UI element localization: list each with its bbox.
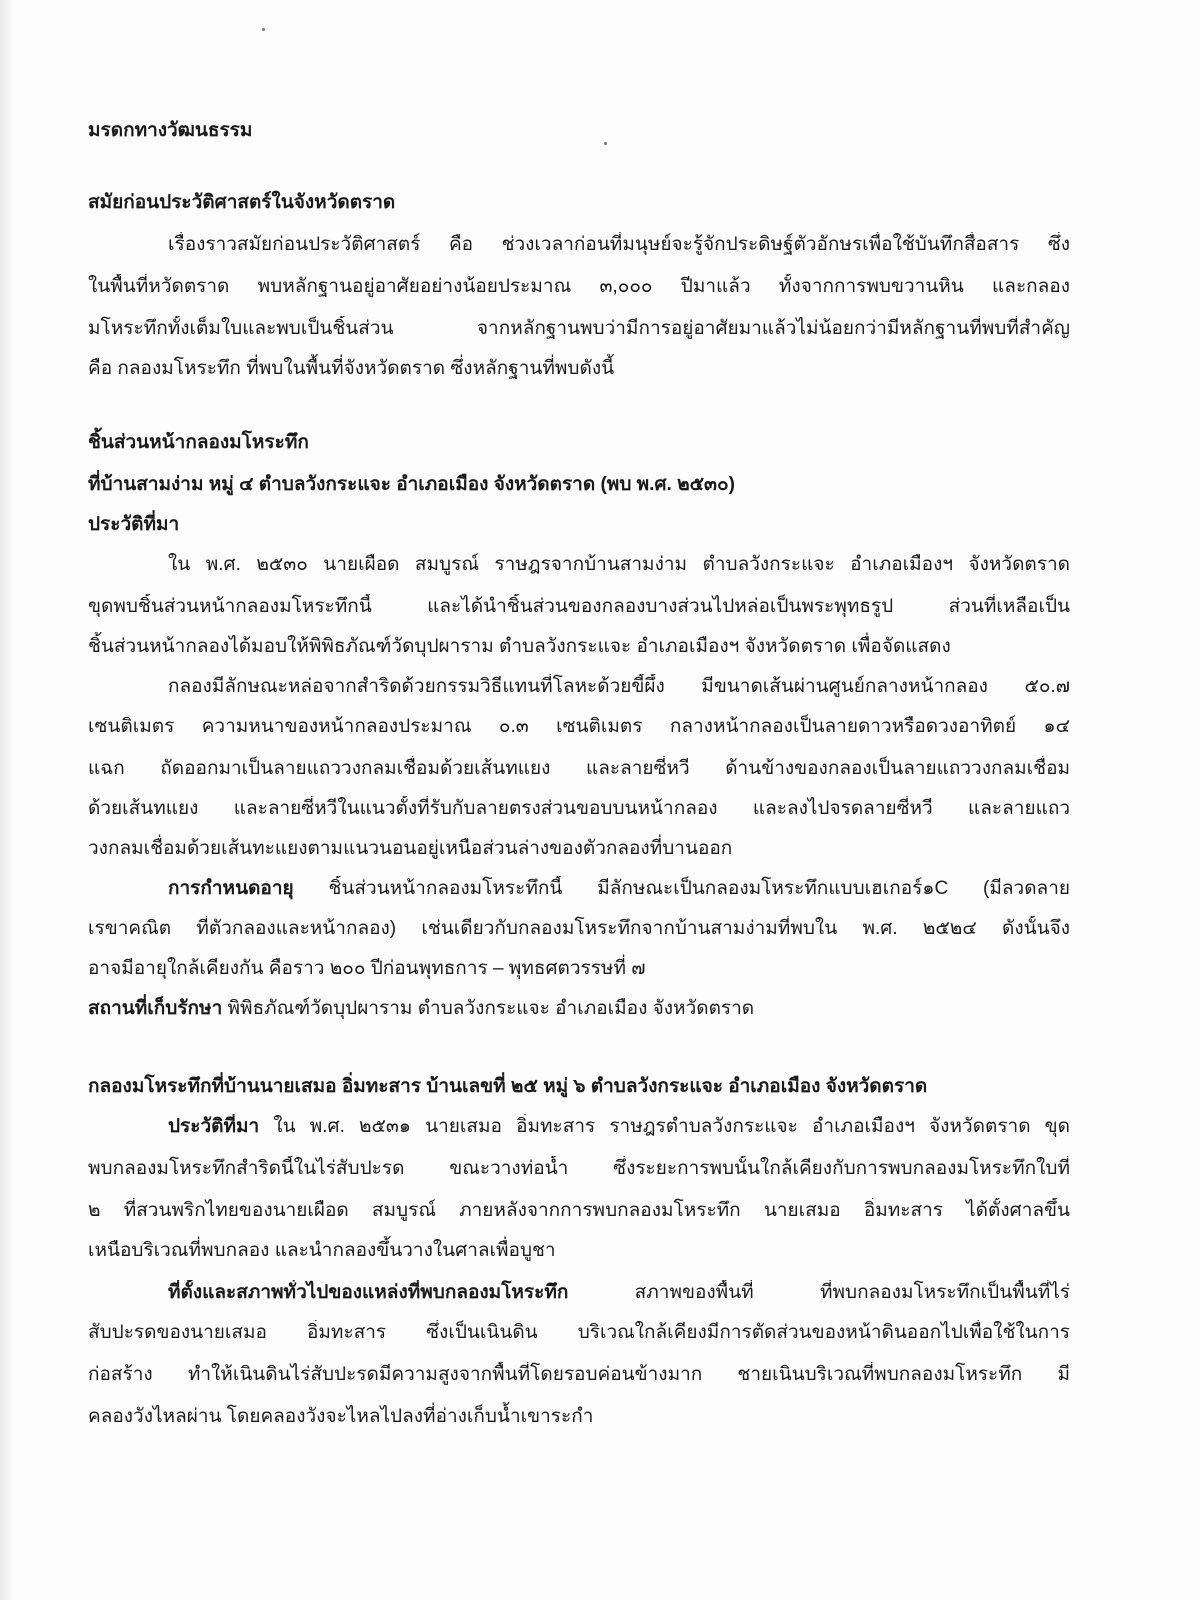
bold-label: ที่ตั้งและสภาพทั่วไปของแหล่งที่พบกลองมโหระทึก [168, 1282, 569, 1303]
text-line [88, 996, 1070, 1022]
heading-line [88, 512, 1070, 538]
bold-label: สถานที่เก็บรักษา [88, 998, 223, 1019]
body-text: คือ กลองมโหระทึก ที่พบในพื้นที่จังหวัดตราด ซึ่งหลักฐานที่พบดังนี้ [88, 358, 615, 379]
body-text: ๒ ที่สวนพริกไทยของนายเผือด สมบูรณ์ ภายหลังจากการพบกลองมโหระทึก นายเสมอ อิ่มทะสาร ได้ตั้งศาลขึ้น [88, 1200, 1070, 1221]
text-line [88, 796, 1070, 822]
text-line [168, 876, 1070, 902]
bold-label: ประวัติที่มา [168, 1116, 260, 1137]
heading-line [88, 1074, 1070, 1100]
text-line [88, 916, 1070, 942]
body-text: ใน พ.ศ. ๒๕๓๑ นายเสมอ อิ่มทะสาร ราษฎรตำบลวังกระแจะ อำเภอเมืองฯ จังหวัดตราด ขุด [259, 1116, 1070, 1137]
body-text: ใน พ.ศ. ๒๕๓๐ นายเผือด สมบูรณ์ ราษฎรจากบ้านสามง่าม ตำบลวังกระแจะ อำเภอเมืองฯ จังหวัดตราด [168, 554, 1070, 575]
bold-label: มรดกทางวัฒนธรรม [88, 120, 253, 141]
body-text: วงกลมเชื่อมด้วยเส้นทะแยงตามแนวนอนอยู่เหนือส่วนล่างของตัวกลองที่บานออก [88, 838, 733, 859]
text-line [168, 1114, 1070, 1140]
body-text: ก่อสร้าง ทำให้เนินดินไร่สับปะรดมีความสูงจากพื้นที่โดยรอบค่อนข้างมาก ชายเนินบริเวณที่พบกลองมโหระทึก มี [88, 1364, 1070, 1385]
body-text: กลองมีลักษณะหล่อจากสำริดด้วยกรรมวิธีแทนที่โลหะด้วยขี้ผึ้ง มีขนาดเส้นผ่านศูนย์กลางหน้ากลอง ๕๐.๗ [168, 676, 1070, 697]
body-text: พบกลองมโหระทึกสำริดนี้ในไร่สับปะรด ขณะวางท่อน้ำ ซึ่งระยะการพบนั้นใกล้เคียงกับการพบกลองมโหระทึกใบที่ [88, 1158, 1070, 1179]
body-text: เรขาคณิต ที่ตัวกลองและหน้ากลอง) เช่นเดียวกับกลองมโหระทึกจากบ้านสามง่ามที่พบใน พ.ศ. ๒๕๒๔ ดังนั้นจึง [88, 918, 1070, 939]
text-line [88, 274, 1070, 300]
body-text: ชิ้นส่วนหน้ากลองมโหระทึกนี้ มีลักษณะเป็นกลองมโหระทึกแบบเฮเกอร์๑C (มีลวดลาย [293, 878, 1070, 899]
text-line [88, 1362, 1070, 1388]
text-line [88, 756, 1070, 782]
body-text: เซนติเมตร ความหนาของหน้ากลองประมาณ ๐.๓ เซนติเมตร กลางหน้ากลองเป็นลายดาวหรือดวงอาทิตย์ ๑๔ [88, 716, 1070, 737]
text-line [88, 594, 1070, 620]
text-line [88, 956, 1070, 982]
heading-line [88, 430, 1070, 456]
body-text: พิพิธภัณฑ์วัดบุปผาราม ตำบลวังกระแจะ อำเภอเมือง จังหวัดตราด [222, 998, 755, 1019]
text-line [88, 356, 1070, 382]
text-line [88, 1404, 1070, 1430]
text-line [88, 1320, 1070, 1346]
text-line [168, 674, 1070, 700]
heading-line [88, 190, 1070, 216]
bold-label: ที่บ้านสามง่าม หมู่ ๔ ตำบลวังกระแจะ อำเภอเมือง จังหวัดตราด (พบ พ.ศ. ๒๕๓๐) [88, 474, 735, 495]
text-line [88, 1198, 1070, 1224]
body-text: มโหระทึกทั้งเต็มใบและพบเป็นชิ้นส่วน จากหลักฐานพบว่ามีการอยู่อาศัยมาแล้วไม่น้อยกว่ามีหลักฐานที่พบที่สำคัญ [88, 318, 1070, 339]
text-line [88, 714, 1070, 740]
body-text: ขุดพบชิ้นส่วนหน้ากลองมโหระทึกนี้ และได้นำชิ้นส่วนของกลองบางส่วนไปหล่อเป็นพระพุทธรูป ส่วนที่เหลือเป็น [88, 596, 1070, 617]
body-text: คลองวังไหลผ่าน โดยคลองวังจะไหลไปลงที่อ่างเก็บน้ำเขาระกำ [88, 1406, 594, 1427]
body-text: ด้วยเส้นทแยง และลายซี่หวีในแนวตั้งที่รับกับลายตรงส่วนขอบบนหน้ากลอง และลงไปจรดลายซี่หวี และลายแถว [88, 798, 1070, 819]
scan-edge [0, 0, 14, 1600]
heading-line [88, 118, 1070, 144]
text-line [88, 836, 1070, 862]
scan-speck [262, 28, 265, 31]
body-text: เรื่องราวสมัยก่อนประวัติศาสตร์ คือ ช่วงเวลาก่อนที่มนุษย์จะรู้จักประดิษฐ์ตัวอักษรเพื่อใช้บันทึกสื่อสาร ซึ่ง [168, 234, 1070, 255]
body-text: ในพื้นที่หวัดตราด พบหลักฐานอยู่อาศัยอย่างน้อยประมาณ ๓,๐๐๐ ปีมาแล้ว ทั้งจากการพบขวานหิน และกลอง [88, 276, 1070, 297]
text-line [88, 316, 1070, 342]
heading-line [88, 472, 1070, 498]
body-text: อาจมีอายุใกล้เคียงกัน คือราว ๒๐๐ ปีก่อนพุทธการ – พุทธศตวรรษที่ ๗ [88, 958, 646, 979]
text-line [88, 634, 1070, 660]
bold-label: ประวัติที่มา [88, 514, 180, 535]
bold-label: สมัยก่อนประวัติศาสตร์ในจังหวัดตราด [88, 192, 396, 213]
bold-label: ชิ้นส่วนหน้ากลองมโหระทึก [88, 432, 309, 453]
body-text: ชิ้นส่วนหน้ากลองได้มอบให้พิพิธภัณฑ์วัดบุปผาราม ตำบลวังกระแจะ อำเภอเมืองฯ จังหวัดตราด เพื่อจัดแสดง [88, 636, 951, 657]
bold-label: กลองมโหระทึกที่บ้านนายเสมอ อิ่มทะสาร บ้านเลขที่ ๒๕ หมู่ ๖ ตำบลวังกระแจะ อำเภอเมือง จังหวัดตราด [88, 1076, 928, 1097]
text-line [168, 1280, 1070, 1306]
body-text: เหนือบริเวณที่พบกลอง และนำกลองขึ้นวางในศาลเพื่อบูชา [88, 1240, 556, 1261]
text-line [88, 1238, 1070, 1264]
bold-label: การกำหนดอายุ [168, 878, 294, 899]
text-line [168, 232, 1070, 258]
body-text: สับปะรดของนายเสมอ อิ่มทะสาร ซึ่งเป็นเนินดิน บริเวณใกล้เคียงมีการตัดส่วนของหน้าดินออกไปเพื่อใช้ในการ [88, 1322, 1070, 1343]
text-line [168, 552, 1070, 578]
body-text: สภาพของพื้นที่ ที่พบกลองมโหระทึกเป็นพื้นที่ไร่ [568, 1282, 1070, 1303]
body-text: แฉก ถัดออกมาเป็นลายแถววงกลมเชื่อมด้วยเส้นทแยง และลายซี่หวี ด้านข้างของกลองเป็นลายแถววงกลมเชื่อม [88, 758, 1070, 779]
text-line [88, 1156, 1070, 1182]
